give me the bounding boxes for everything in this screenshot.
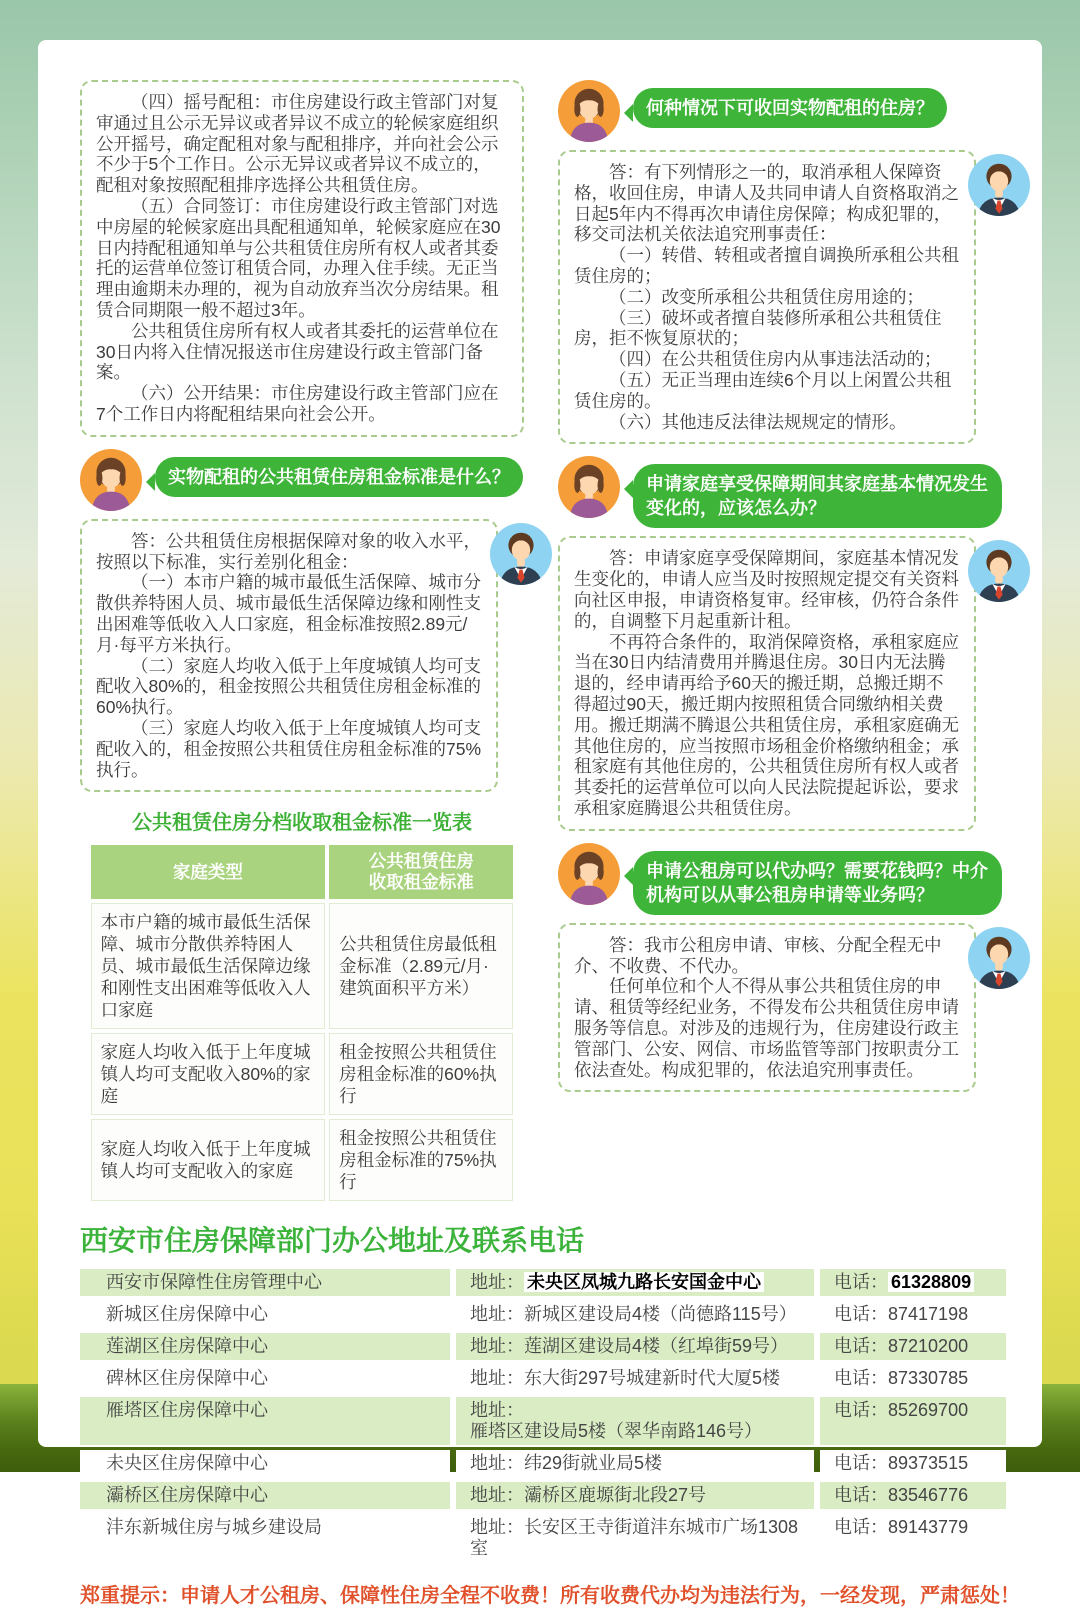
center-name: 莲湖区住房保障中心 bbox=[80, 1333, 450, 1360]
center-address: 地址：东大街297号城建新时代大厦5楼 bbox=[456, 1365, 814, 1392]
center-address: 地址：纬29街就业局5楼 bbox=[456, 1450, 814, 1477]
center-name: 沣东新城住房与城乡建设局 bbox=[80, 1514, 450, 1562]
answer-paragraph: 答：公共租赁住房根据保障对象的收入水平，按照以下标准，实行差别化租金： bbox=[96, 530, 481, 572]
contact-row bbox=[80, 1301, 1006, 1328]
center-name: 碑林区住房保障中心 bbox=[80, 1365, 450, 1392]
rent-table-title: 公共租赁住房分档收取租金标准一览表 bbox=[132, 812, 472, 835]
contact-row bbox=[80, 1514, 1006, 1562]
answer-paragraph: （二）改变所承租公共租赁住房用途的； bbox=[609, 286, 924, 307]
woman-avatar-icon bbox=[558, 843, 620, 905]
answer-box-recover bbox=[558, 150, 976, 444]
question-bubble-agent: 申请公租房可以代办吗？需要花钱吗？中介机构可以从事公租房申请等业务吗？ bbox=[633, 851, 1002, 915]
answer-paragraph: 不再符合条件的，取消保障资格，承租家庭应当在30日内结清费用并腾退住房。30日内无法腾退的，经申请再给予60天的搬迁期，总搬迁期不得超过90天，搬迁期内按照租赁合同缴纳相关费用。搬迁期满不腾退公共租赁住房，承租家庭确无其他住房的，应当按照市场租金价格缴纳租金；承租家庭有其他住房的，公共租赁住房所有权人或者其委托的运营单位可以向人民法院提起诉讼，要求承租家庭腾退公共租赁住房。 bbox=[574, 631, 959, 818]
center-address: 地址：灞桥区鹿塬街北段27号 bbox=[456, 1482, 814, 1509]
center-address: 地址：新城区建设局4楼（尚德路115号） bbox=[456, 1301, 814, 1328]
woman-avatar-icon bbox=[80, 449, 142, 511]
center-name: 灞桥区住房保障中心 bbox=[80, 1482, 450, 1509]
contact-row bbox=[80, 1269, 1006, 1296]
answer-box-agent bbox=[558, 923, 976, 1093]
table-row bbox=[91, 1033, 514, 1115]
contact-row bbox=[80, 1333, 1006, 1360]
standard-cell: 租金按照公共租赁住房租金标准的75%执行 bbox=[329, 1119, 513, 1201]
center-phone: 电话：87330785 bbox=[820, 1365, 1006, 1392]
woman-avatar-icon bbox=[558, 456, 620, 518]
answer-paragraph: （一）转借、转租或者擅自调换所承租公共租赁住房的； bbox=[574, 245, 959, 286]
man-avatar-icon bbox=[968, 927, 1030, 989]
answer-paragraph: 答：申请家庭享受保障期间，家庭基本情况发生变化的，申请人应当及时按照规定提交有关资料向社区申报，申请资格复审。经审核，仍符合条件的，自调整下月起重新计租。 bbox=[574, 548, 959, 631]
contacts-section bbox=[38, 1205, 1042, 1562]
contact-row bbox=[80, 1365, 1006, 1392]
question-row-agent bbox=[558, 843, 1002, 915]
contact-row bbox=[80, 1450, 1006, 1477]
question-bubble-change: 申请家庭享受保障期间其家庭基本情况发生变化的，应该怎么办？ bbox=[633, 464, 1002, 528]
answer-paragraph: （三）破坏或者擅自装修所承租公共租赁住房，拒不恢复原状的； bbox=[574, 307, 942, 349]
answer-paragraph: 任何单位和个人不得从事公共租赁住房的申请、租赁等经纪业务，不得发布公共租赁住房申请服务等信息。对涉及的违规行为，住房建设行政主管部门、公安、网信、市场监管等部门按职责分工依法查处。构成犯罪的，依法追究刑事责任。 bbox=[574, 976, 959, 1080]
rent-table-header-family: 家庭类型 bbox=[91, 845, 325, 899]
answer-paragraph: （六）其他违反法律法规规定的情形。 bbox=[609, 411, 907, 432]
contact-row bbox=[80, 1482, 1006, 1509]
answer-paragraph: （五）无正当理由连续6个月以上闲置公共租赁住房的。 bbox=[574, 369, 952, 411]
procedure-paragraph: （四）摇号配租：市住房建设行政主管部门对复审通过且公示无异议或者异议不成立的轮候家庭组织公开摇号，确定配租对象与配租排序，并向社会公示不少于5个工作日。公示无异议或者异议不成立的，配租对象按照配租排序选择公共租赁住房。 bbox=[96, 92, 499, 196]
center-phone: 电话：89143779 bbox=[820, 1514, 1006, 1562]
left-column bbox=[80, 80, 524, 1205]
center-phone: 电话：87417198 bbox=[820, 1301, 1006, 1328]
rent-table-header-standard: 公共租赁住房 收取租金标准 bbox=[329, 845, 513, 899]
answer-paragraph: 答：我市公租房申请、审核、分配全程无中介、不收费、不代办。 bbox=[574, 934, 942, 976]
qa-columns bbox=[38, 40, 1042, 1205]
table-row bbox=[91, 1119, 514, 1201]
center-phone: 电话： 61328809 bbox=[820, 1269, 1006, 1296]
center-address: 地址： 未央区凤城九路长安国金中心 bbox=[456, 1269, 814, 1296]
center-phone: 电话：87210200 bbox=[820, 1333, 1006, 1360]
center-name: 西安市保障性住房管理中心 bbox=[80, 1269, 450, 1296]
rent-table bbox=[87, 841, 518, 1205]
answer-box-rent bbox=[80, 519, 498, 793]
answer-paragraph: 答：有下列情形之一的，取消承租人保障资格，收回住房，申请人及共同申请人自资格取消之日起5年内不得再次申请住房保障；构成犯罪的，移交司法机关依法追究刑事责任： bbox=[574, 162, 959, 245]
family-type-cell: 本市户籍的城市最低生活保障、城市分散供养特困人员、城市最低生活保障边缘和刚性支出困难等低收入人口家庭 bbox=[91, 903, 325, 1029]
man-avatar-icon bbox=[968, 154, 1030, 216]
right-column bbox=[558, 80, 1002, 1205]
contact-row bbox=[80, 1397, 1006, 1445]
table-row bbox=[91, 903, 514, 1029]
answer-paragraph: （一）本市户籍的城市最低生活保障、城市分散供养特困人员、城市最低生活保障边缘和刚性支出困难等低收入人口家庭，租金标准按照2.89元/月·每平方米执行。 bbox=[96, 572, 481, 655]
answer-paragraph: （四）在公共租赁住房内从事违法活动的； bbox=[609, 349, 942, 370]
center-address: 地址：长安区王寺街道沣东城市广场1308室 bbox=[456, 1514, 814, 1562]
standard-cell: 公共租赁住房最低租金标准（2.89元/月·建筑面积平方米） bbox=[329, 903, 513, 1029]
center-phone: 电话：85269700 bbox=[820, 1397, 1006, 1445]
center-address: 地址：雁塔区建设局5楼（翠华南路146号） bbox=[456, 1397, 814, 1445]
center-phone: 电话：83546776 bbox=[820, 1482, 1006, 1509]
center-phone: 电话：89373515 bbox=[820, 1450, 1006, 1477]
procedure-paragraph: （六）公开结果：市住房建设行政主管部门应在7个工作日内将配租结果向社会公开。 bbox=[96, 383, 499, 424]
man-avatar-icon bbox=[968, 540, 1030, 602]
answer-box-change bbox=[558, 536, 976, 830]
question-row-change bbox=[558, 456, 1002, 528]
question-row-rent bbox=[80, 449, 524, 511]
warning-note: 郑重提示：申请人才公租房、保障性住房全程不收费！所有收费代办均为违法行为，一经发现，严肃惩处！ bbox=[80, 1585, 1020, 1608]
procedure-paragraph: 公共租赁住房所有权人或者其委托的运营单位在30日内将入住情况报送市住房建设行政主管部门备案。 bbox=[96, 320, 499, 383]
procedure-box bbox=[80, 80, 524, 437]
woman-avatar-icon bbox=[558, 80, 620, 142]
content-card bbox=[38, 40, 1042, 1608]
contacts-title: 西安市住房保障部门办公地址及联系电话 bbox=[80, 1225, 585, 1257]
standard-cell: 租金按照公共租赁住房租金标准的60%执行 bbox=[329, 1033, 513, 1115]
center-name: 新城区住房保障中心 bbox=[80, 1301, 450, 1328]
procedure-paragraph: （五）合同签订：市住房建设行政主管部门对选中房屋的轮候家庭出具配租通知单，轮候家庭应在30日内持配租通知单与公共租赁住房所有权人或者其委托的运营单位签订租赁合同，办理入住手续。无正当理由逾期未办理的，视为自动放弃当次分房结果。租赁合同期限一般不超过3年。 bbox=[96, 195, 501, 320]
answer-paragraph: （三）家庭人均收入低于上年度城镇人均可支配收入的，租金按照公共租赁住房租金标准的75%执行。 bbox=[96, 717, 482, 780]
family-type-cell: 家庭人均收入低于上年度城镇人均可支配收入的家庭 bbox=[91, 1119, 325, 1201]
question-bubble-recover: 何种情况下可收回实物配租的住房？ bbox=[633, 88, 947, 128]
question-bubble-rent: 实物配租的公共租赁住房租金标准是什么？ bbox=[155, 457, 523, 497]
center-address: 地址：莲湖区建设局4楼（红埠街59号） bbox=[456, 1333, 814, 1360]
man-avatar-icon bbox=[490, 523, 552, 585]
answer-paragraph: （二）家庭人均收入低于上年度城镇人均可支配收入80%的，租金按照公共租赁住房租金标准的60%执行。 bbox=[96, 655, 482, 718]
center-name: 雁塔区住房保障中心 bbox=[80, 1397, 450, 1445]
question-row-recover bbox=[558, 80, 1002, 142]
family-type-cell: 家庭人均收入低于上年度城镇人均可支配收入80%的家庭 bbox=[91, 1033, 325, 1115]
center-name: 未央区住房保障中心 bbox=[80, 1450, 450, 1477]
